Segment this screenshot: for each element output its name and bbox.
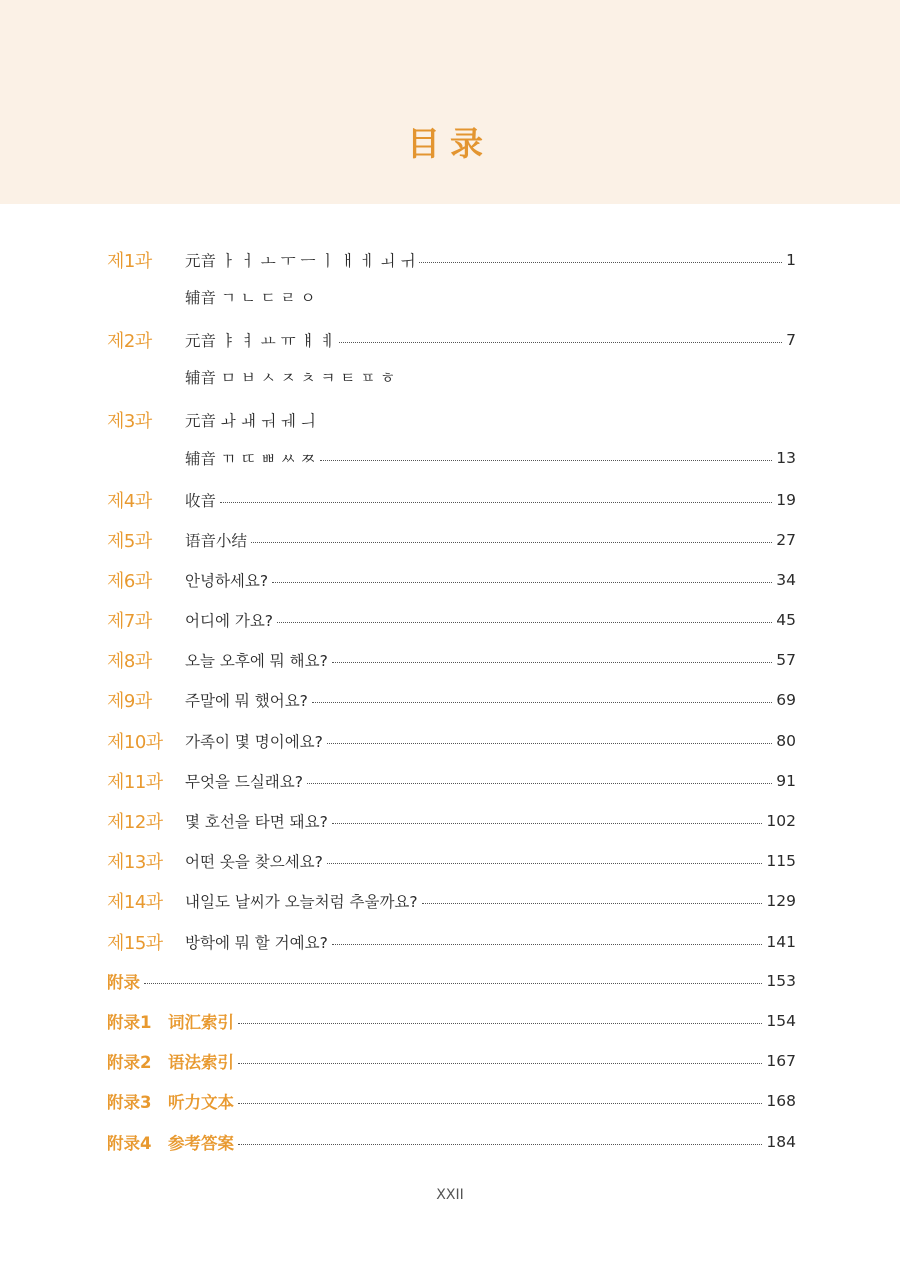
lesson-number: 제1과 [107,251,152,272]
toc-row-lesson-9[interactable] [107,687,796,713]
page-number: 1 [786,251,796,269]
dot-leader [238,1063,762,1064]
lesson-number: 제11과 [107,772,163,793]
toc-row-lesson-13[interactable] [107,848,796,874]
page-number: 27 [776,531,796,549]
toc-entry-label: 어디에 가요? [185,612,274,630]
dot-leader [419,262,782,263]
toc-entry-label: 语音小结 [185,532,248,550]
page-number: 7 [786,331,796,349]
appendix-label: 附录3 听力文本 [107,1093,234,1112]
toc-row-appendix-4[interactable] [107,1129,796,1155]
toc-entry-label: 어떤 옷을 찾으세요? [185,853,323,871]
appendix-label: 附录 [107,973,140,992]
page-number: 102 [766,812,796,830]
page-number: 141 [766,933,796,951]
toc-row-lesson-1-consonants[interactable] [107,284,796,310]
page-number: 184 [766,1133,796,1151]
page-number: 153 [766,972,796,990]
page-number: 129 [766,892,796,910]
dot-leader [332,662,772,663]
dot-leader [307,783,772,784]
toc-row-lesson-8[interactable] [107,647,796,673]
page-folio: XXII [436,1187,464,1203]
dot-leader [251,542,772,543]
appendix-label: 附录1 词汇索引 [107,1013,234,1032]
lesson-number: 제2과 [107,331,152,352]
page-number: 45 [776,611,796,629]
dot-leader [312,702,772,703]
toc-row-lesson-2[interactable] [107,327,796,353]
lesson-number: 제5과 [107,531,152,552]
page-number: 69 [776,691,796,709]
appendix-label: 附录4 参考答案 [107,1134,234,1153]
toc-row-lesson-3[interactable] [107,407,796,433]
toc-entry-label: 가족이 몇 명이에요? [185,733,323,751]
toc-entry-label: 辅音 ㄲ ㄸ ㅃ ㅆ ㅉ [185,450,316,468]
lesson-number: 제15과 [107,933,163,954]
lesson-number: 제4과 [107,491,152,512]
lesson-number: 제13과 [107,852,163,873]
toc-entry-label: 내일도 날씨가 오늘처럼 추울까요? [185,893,418,911]
dot-leader [238,1144,762,1145]
page-number: 34 [776,571,796,589]
lesson-number: 제6과 [107,571,152,592]
dot-leader [238,1103,762,1104]
toc-row-appendix[interactable] [107,968,796,994]
toc-entry-label: 收音 [185,492,217,510]
page-title: 目录 [407,124,493,163]
lesson-number: 제9과 [107,691,152,712]
dot-leader [220,502,772,503]
dot-leader [332,944,763,945]
lesson-number: 제8과 [107,651,152,672]
toc-entry-label: 辅音 ㄱ ㄴ ㄷ ㄹ ㅇ [185,289,316,307]
toc-row-lesson-1[interactable] [107,247,796,273]
toc-entry-label: 몇 호선을 타면 돼요? [185,813,328,831]
dot-leader [327,863,763,864]
toc-entry-label: 방학에 뭐 할 거예요? [185,934,328,952]
toc-row-lesson-3-consonants[interactable] [107,445,796,471]
page-number: 57 [776,651,796,669]
toc-entry-label: 元音 ㅑ ㅕ ㅛ ㅠ ㅒ ㅖ [185,332,336,350]
toc-row-lesson-5[interactable] [107,527,796,553]
lesson-number: 제14과 [107,892,163,913]
toc-entry-label: 오늘 오후에 뭐 해요? [185,652,328,670]
toc-row-lesson-15[interactable] [107,929,796,955]
lesson-number: 제12과 [107,812,163,833]
dot-leader [327,743,772,744]
toc-row-lesson-6[interactable] [107,567,796,593]
page-number: 13 [776,449,796,467]
page-number: 19 [776,491,796,509]
toc-row-lesson-10[interactable] [107,728,796,754]
dot-leader [272,582,772,583]
dot-leader [332,823,763,824]
page-number: 168 [766,1092,796,1110]
page-number: 115 [766,852,796,870]
toc-entry-label: 辅音 ㅁ ㅂ ㅅ ㅈ ㅊ ㅋ ㅌ ㅍ ㅎ [185,369,396,387]
page-number: 80 [776,732,796,750]
toc-row-lesson-11[interactable] [107,768,796,794]
page-number: 154 [766,1012,796,1030]
lesson-number: 제10과 [107,732,163,753]
dot-leader [422,903,763,904]
toc-row-appendix-3[interactable] [107,1088,796,1114]
toc-row-lesson-14[interactable] [107,888,796,914]
toc-entry-label: 안녕하세요? [185,572,269,590]
toc-entry-label: 元音 ㅘ ㅙ ㅝ ㅞ ㅢ [185,412,316,430]
toc-entry-label: 元音 ㅏ ㅓ ㅗ ㅜ ㅡ ㅣ ㅐ ㅔ ㅚ ㅟ [185,252,416,270]
toc-row-lesson-2-consonants[interactable] [107,364,796,390]
appendix-label: 附录2 语法索引 [107,1053,234,1072]
toc-row-appendix-2[interactable] [107,1048,796,1074]
dot-leader [277,622,772,623]
toc-row-lesson-7[interactable] [107,607,796,633]
dot-leader [238,1023,762,1024]
page-number: 91 [776,772,796,790]
toc-row-lesson-12[interactable] [107,808,796,834]
dot-leader [320,460,773,461]
lesson-number: 제7과 [107,611,152,632]
page-number: 167 [766,1052,796,1070]
toc-row-lesson-4[interactable] [107,487,796,513]
toc-entry-label: 무엇을 드실래요? [185,773,303,791]
dot-leader [339,342,782,343]
toc-entry-label: 주말에 뭐 했어요? [185,692,308,710]
toc-row-appendix-1[interactable] [107,1008,796,1034]
lesson-number: 제3과 [107,411,152,432]
dot-leader [144,983,762,984]
